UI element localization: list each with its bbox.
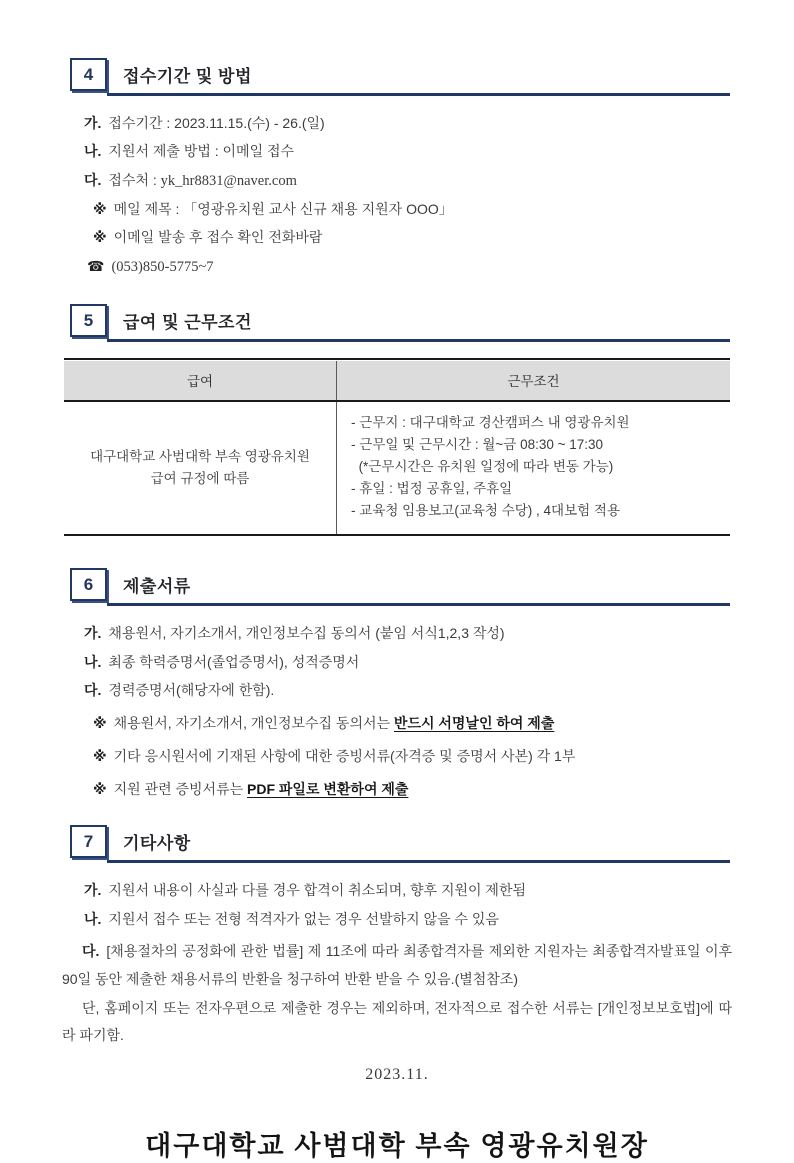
reference-mark: ※: [93, 714, 107, 731]
item-text: 경력증명서(해당자에 한함).: [108, 681, 275, 698]
item-text: 기타 응시원서에 기재된 사항에 대한 증빙서류(자격증 및 증명서 사본) 각 1부: [113, 747, 576, 764]
item-text: 지원서 접수 또는 전형 적격자가 없는 경우 선발하지 않을 수 있음: [108, 910, 499, 927]
section-number: 6: [83, 574, 94, 594]
list-item: [64, 228, 730, 248]
item-text: (053)850-5775~7: [111, 258, 214, 275]
work-condition-line: - 근무지 : 대구대학교 경산캠퍼스 내 영광유치원: [351, 415, 630, 431]
item-text: PDF 파일로 변환하여 제출: [247, 780, 409, 797]
item-text: 단, 홈페이지 또는 전자우편으로 제출한 경우는 제외하며, 전자적으로 접수한 서류는 [개인정보보호법]에 따라 파기함.: [62, 1000, 732, 1044]
section-number-box: [70, 304, 107, 337]
section-salary-conditions: [64, 304, 730, 536]
list-item: [64, 780, 730, 800]
item-text: 지원 관련 증빙서류는: [113, 780, 248, 797]
item-label: 가.: [84, 882, 102, 899]
section-other-matters: [64, 825, 730, 1050]
table-body-row: [64, 402, 730, 534]
item-label: 나.: [84, 910, 102, 927]
section-title: 접수기간 및 방법: [123, 67, 252, 86]
table-header-salary: 급여: [64, 361, 337, 400]
item-text: 접수기간 : 2023.11.15.(수) - 26.(일): [108, 115, 325, 131]
section-header: [64, 58, 730, 96]
issue-date: 2023.11.: [365, 1065, 429, 1083]
section-header: [64, 825, 730, 863]
section-title-underline: [107, 62, 730, 96]
item-label: 가.: [84, 115, 102, 131]
item-text: yk_hr8831@naver.com: [160, 172, 297, 189]
reference-mark: ※: [93, 747, 107, 764]
list-item: [64, 714, 730, 734]
section-title-underline: [107, 572, 730, 606]
list-item: [64, 653, 730, 673]
section-title-underline: [107, 308, 730, 342]
item-text: 반드시 서명날인 하여 제출: [393, 714, 555, 731]
reference-mark: ※: [93, 229, 107, 246]
item-text: 최종 학력증명서(졸업증명서), 성적증명서: [108, 653, 360, 670]
list-item: [62, 995, 732, 1050]
reference-mark: ※: [93, 780, 107, 797]
section-title-underline: [107, 829, 730, 863]
item-text: 지원서 제출 방법 : 이메일 접수: [108, 143, 295, 160]
list-item: [64, 881, 730, 901]
list-item: [64, 114, 730, 134]
table-header-row: [64, 361, 730, 402]
item-text: 접수처 :: [108, 171, 161, 188]
section-items: [64, 622, 730, 799]
section-title: 제출서류: [123, 577, 191, 597]
item-text: 채용원서, 자기소개서, 개인정보수집 동의서는: [113, 714, 394, 731]
section-items: [64, 879, 730, 1050]
section-application-period: [64, 58, 730, 277]
list-item: [64, 171, 730, 192]
item-text: 메일 제목 : 「영광유치원 교사 신규 채용 지원자 OOO」: [113, 200, 453, 217]
section-required-documents: [64, 568, 730, 799]
telephone-icon: ☎: [87, 257, 105, 274]
list-item: [64, 142, 730, 162]
list-item: [64, 747, 730, 767]
section-title: 급여 및 근무조건: [123, 313, 252, 333]
item-text: [채용절차의 공정화에 관한 법률] 제 11조에 따라 최종합격자를 제외한 지원자는 최종합격자발표일 이후 90일 동안 제출한 채용서류의 반환을 청구하여 반환 받을 수 있음.(별첨참조): [62, 943, 732, 987]
section-number-box: [70, 568, 107, 601]
list-item: [62, 938, 732, 993]
list-item: [64, 910, 730, 930]
section-header: [64, 304, 730, 342]
work-condition-line: - 교육청 임용보고(교육청 수당) , 4대보험 적용: [351, 503, 620, 519]
item-label: 나.: [84, 653, 102, 670]
item-label: 나.: [84, 143, 102, 160]
list-item: [64, 257, 730, 278]
section-number: 4: [83, 64, 94, 84]
table-header-conditions: 근무조건: [507, 374, 560, 390]
section-number-box: [70, 58, 107, 91]
conditions-cell: [337, 402, 730, 534]
section-items: [64, 112, 730, 277]
section-header: [64, 568, 730, 606]
salary-line: 급여 규정에 따름: [150, 471, 250, 487]
section-title: 기타사항: [123, 834, 191, 854]
reference-mark: ※: [93, 200, 107, 217]
list-item: [64, 200, 730, 220]
item-text: 지원서 내용이 사실과 다를 경우 합격이 취소되며, 향후 지원이 제한됨: [108, 882, 526, 899]
work-condition-line: - 근무일 및 근무시간 : 월~금 08:30 ~ 17:30: [351, 437, 604, 453]
work-condition-line: - 휴일 : 법정 공휴일, 주휴일: [351, 481, 513, 497]
salary-line: 대구대학교 사범대학 부속 영광유치원: [90, 448, 310, 464]
section-number: 5: [83, 310, 94, 330]
list-item: [64, 624, 730, 644]
item-label: 다.: [82, 943, 100, 960]
item-text: 채용원서, 자기소개서, 개인정보수집 동의서 (붙임 서식1,2,3 작성): [108, 625, 505, 642]
work-condition-line: (*근무시간은 유치원 일정에 따라 변동 가능): [351, 459, 614, 475]
section-number: 7: [83, 831, 94, 851]
item-label: 다.: [84, 681, 102, 698]
item-text: 이메일 발송 후 접수 확인 전화바람: [113, 229, 323, 246]
section-number-box: [70, 825, 107, 858]
item-label: 다.: [84, 171, 102, 188]
salary-cell: [64, 402, 337, 534]
salary-conditions-table: [64, 358, 730, 536]
signature: 대구대학교 사범대학 부속 영광유치원장: [145, 1130, 649, 1161]
item-label: 가.: [84, 625, 102, 642]
list-item: [64, 681, 730, 701]
